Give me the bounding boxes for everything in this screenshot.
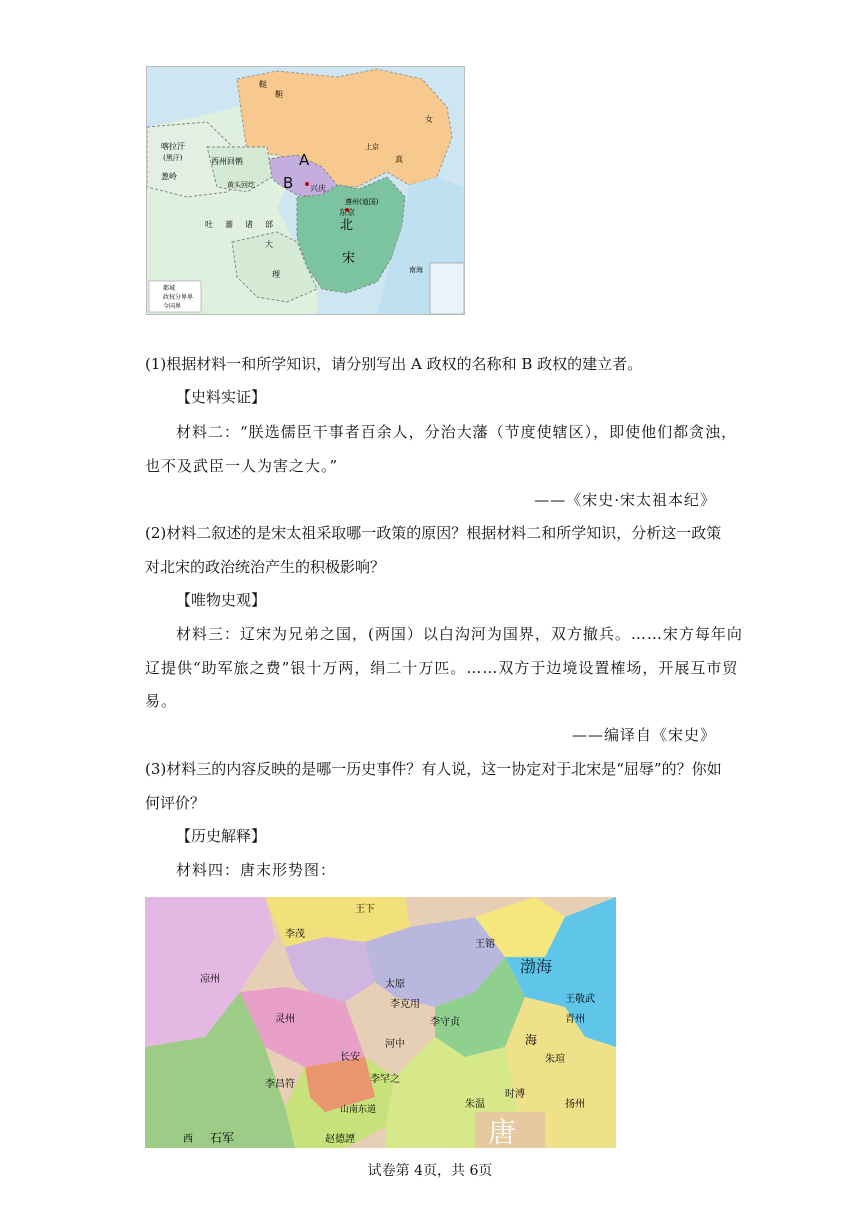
label-xizhou: 西州回鹘 xyxy=(211,157,243,166)
material-2-source: ——《宋史·宋太祖本纪》 xyxy=(534,491,716,509)
label-qingzhou: 青州 xyxy=(565,1014,585,1025)
material-3-line-3: 易。 xyxy=(145,692,178,710)
label-liangzhou: 凉州 xyxy=(200,974,220,985)
question-2-line-2: 对北宋的政治统治产生的积极影响？ xyxy=(145,558,386,576)
label-wangjingwu: 王敬武 xyxy=(565,994,595,1005)
label-nanhai: 南海 xyxy=(409,266,423,274)
material-3-line-1: 材料三：辽宋为兄弟之国，(两国）以白沟河为国界，双方撤兵。……宋方每年向 xyxy=(176,625,743,643)
map-song-liao-xia xyxy=(146,66,465,315)
label-bohai: 渤海 xyxy=(520,957,553,976)
label-song: 宋 xyxy=(342,251,356,266)
label-B: B xyxy=(283,174,294,192)
label-nv: 女 xyxy=(425,115,433,124)
label-yangzhou: 扬州 xyxy=(565,1099,585,1110)
label-zhen: 真 xyxy=(395,155,403,164)
question-3-line-2: 何评价？ xyxy=(145,794,206,812)
label-cong: 葱岭 xyxy=(161,172,177,181)
label-xi: 西 xyxy=(183,1134,193,1145)
label-taiyuan: 太原 xyxy=(385,979,405,990)
label-shannan: 山南东道 xyxy=(340,1105,377,1115)
label-bei: 北 xyxy=(340,218,354,233)
material-4-title: 材料四：唐末形势图： xyxy=(176,861,337,879)
label-dali-2: 理 xyxy=(272,270,280,279)
label-dongjing: 东京 xyxy=(339,208,355,217)
label-tang: 唐 xyxy=(488,1116,517,1148)
label-liky: 李克用 xyxy=(390,999,420,1010)
question-3-line-1: (3)材料三的内容反映的是哪一历史事件？有人说，这一协定对于北宋是“屈辱”的？你如 xyxy=(145,760,722,778)
label-lingzhou: 灵州 xyxy=(275,1014,295,1025)
question-2-line-1: (2)材料二叙述的是宋太祖采取哪一政策的原因？根据材料二和所学知识，分析这一政策 xyxy=(145,524,722,542)
label-liaozhou: 遵州(道国) xyxy=(345,198,379,206)
label-zhuwen: 朱温 xyxy=(465,1099,485,1110)
label-liyi: 李茂 xyxy=(285,929,305,940)
label-shidu: 时溥 xyxy=(505,1089,525,1100)
material-3-line-2: 辽提供“助军旅之费”银十万两，绢二十万匹。……双方于边境设置榷场，开展互市贸 xyxy=(145,659,739,677)
label-zhaodeng: 赵德諲 xyxy=(325,1134,355,1145)
label-changan: 长安 xyxy=(340,1052,360,1063)
label-huangtou: 黄头回纥 xyxy=(227,181,255,189)
material-2-line-2: 也不及武臣一人为害之大。” xyxy=(145,457,339,475)
map1-svg xyxy=(147,67,464,314)
label-lizhao: 李昌符 xyxy=(265,1079,295,1090)
material-2-line-1: 材料二：“朕选儒臣干事者百余人，分治大藩（节度使辖区），即使他们都贪浊， xyxy=(176,423,738,441)
label-A: A xyxy=(299,151,310,169)
question-1: (1)根据材料一和所学知识，请分别写出 A 政权的名称和 B 政权的建立者。 xyxy=(145,355,643,373)
map2-svg xyxy=(145,897,616,1148)
label-xingqing: 兴庆 xyxy=(310,184,326,193)
label-tubo-4: 部 xyxy=(265,220,273,229)
label-tubo-1: 吐 xyxy=(205,220,213,229)
label-dali-1: 大 xyxy=(265,240,273,249)
label-shiqiang: 石军 xyxy=(210,1131,235,1145)
legend-modern: 今国界 xyxy=(163,303,182,310)
page-footer: 试卷第 4页，共 6页 xyxy=(367,1163,493,1179)
heading-shiliao: 【史料实证】 xyxy=(176,388,267,406)
label-zhuxuan: 朱瑄 xyxy=(545,1054,565,1065)
heading-weiwu: 【唯物史观】 xyxy=(176,591,267,609)
legend-capital: 都城 xyxy=(163,285,176,292)
heading-lishi: 【历史解释】 xyxy=(176,827,267,845)
label-shangjing: 上京 xyxy=(365,143,379,151)
label-lihanzhi: 李罕之 xyxy=(370,1074,400,1085)
material-3-source: ——编译自《宋史》 xyxy=(571,726,716,744)
label-tubo-3: 诸 xyxy=(245,220,253,229)
label-hai: 海 xyxy=(525,1033,538,1047)
label-tubo-2: 蕃 xyxy=(225,220,233,229)
label-wangrong: 王镕 xyxy=(475,939,495,950)
label-kala: 喀拉汗 xyxy=(161,142,185,151)
label-hezhong: 河中 xyxy=(385,1039,405,1050)
label-wangxia: 王下 xyxy=(355,904,375,915)
label-kala2: (黑汗) xyxy=(163,154,183,162)
legend-boundary: 政权分界界 xyxy=(163,294,194,301)
label-dan: 靼 xyxy=(275,90,283,99)
label-da: 鞑 xyxy=(259,80,267,89)
label-lishouzhen: 李守贞 xyxy=(430,1017,460,1028)
map-late-tang xyxy=(145,897,616,1148)
